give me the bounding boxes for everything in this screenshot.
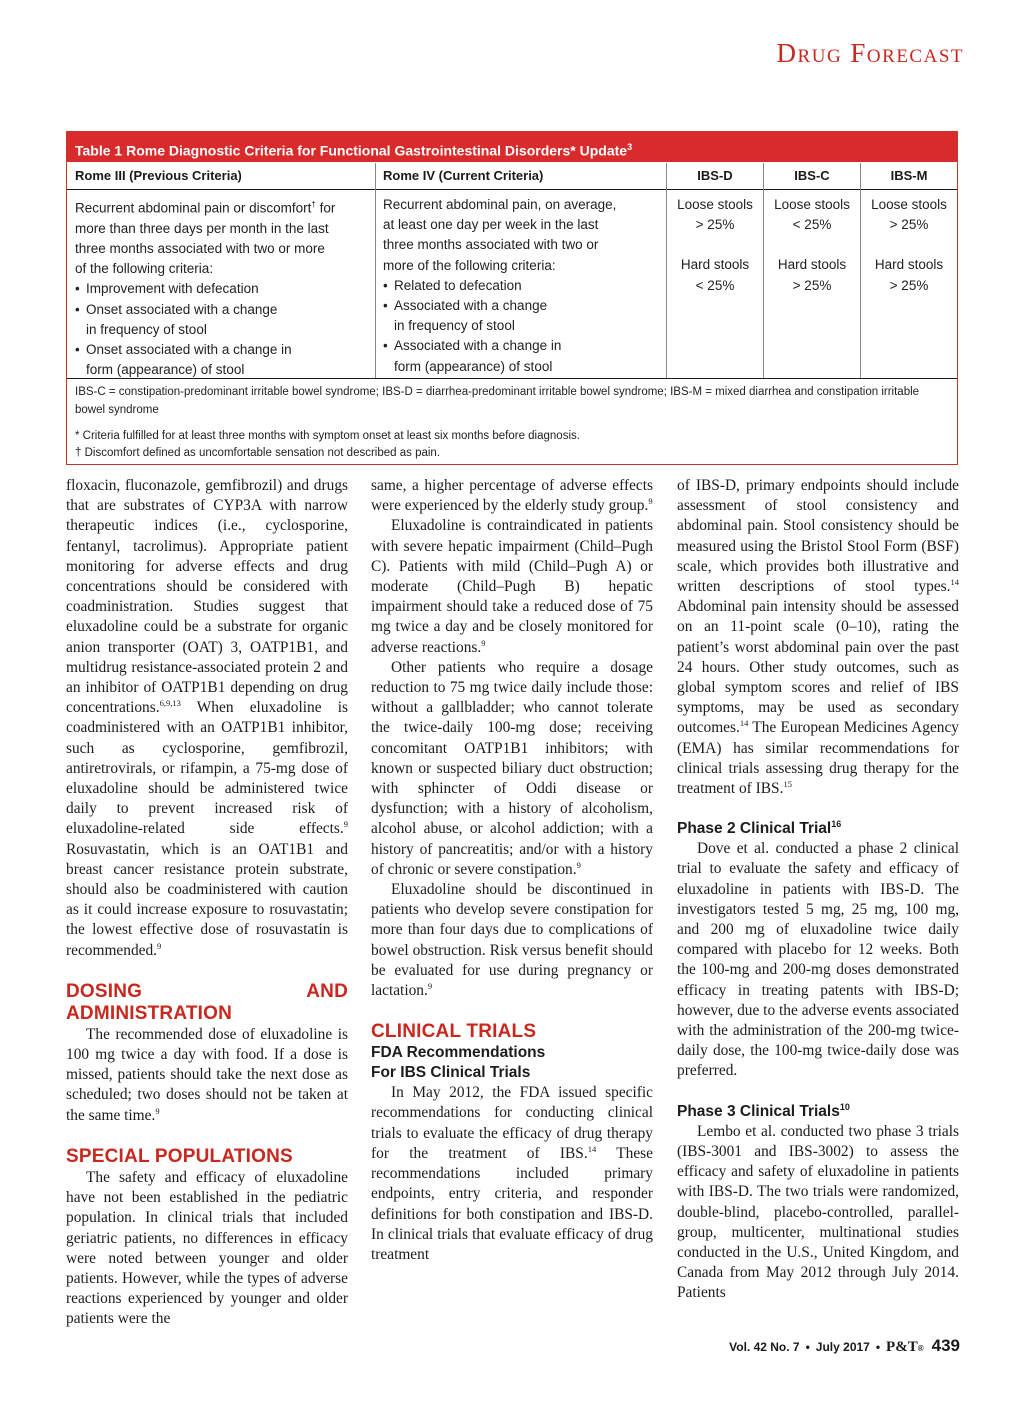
paragraph: The safety and efficacy of eluxadoline have not been established in the pediatric population. In clinical trials that included geriatric patients, no differences in efficacy were noted between younger and older patients. However, while the types of adverse reactions experienced by younger and older patients were the [66, 1168, 348, 1328]
loose-stools-label: Loose stools [677, 197, 753, 212]
paragraph: of IBS-D, primary endpoints should include assessment of stool consistency and abdominal pain. Stool consistency should be measured using the Bristol Stool Form (BSF) scale, which provides both illustrative and written descriptions of stool types.$^{14}$ Abdominal pain intensity should be assessed on an 11-point scale (0–10), rating the patient’s worst abdominal pain over the past 24 hours. Other study outcomes, such as global symptom scores and relief of IBS symptoms, may be used as secondary outcomes.$^{14}$ The European Medicines Agency (EMA) has similar recommendations for clinical trials assessing drug therapy for the treatment of IBS.$^{15}$ [677, 477, 959, 798]
text-column-2 [371, 476, 653, 1265]
rome3-cell [75, 195, 370, 380]
table-caption-ref: 3 [627, 142, 633, 152]
rome4-cell [383, 195, 663, 377]
rome3-criteria-list [75, 279, 370, 380]
ibs-m-cell [861, 195, 957, 296]
rome4-intro-line: three months associated with two or [383, 237, 599, 253]
loose-stools-value: < 25% [792, 217, 832, 233]
loose-stools-label: Loose stools [871, 197, 947, 212]
section-title: Drug Forecast [776, 38, 964, 68]
hard-stools-value: > 25% [889, 277, 929, 293]
rome4-intro-line: more of the following criteria: [383, 257, 556, 273]
hard-stools-label: Hard stools [874, 257, 944, 273]
paragraph: Dove et al. conducted a phase 2 clinical trial to evaluate the safety and efficacy of eluxadoline in patients with IBS-D. The investigators tested 5 mg, 25 mg, 100 mg, and 200 mg of eluxadoline twice daily compared with placebo for 12 weeks. Both the 100-mg and 200-mg doses demonstrated efficacy in treating patents with IBS-D; however, due to the adverse events associated with the administration of the 200-mg twice-daily dose, the 100-mg twice-daily dose was preferred. [677, 840, 959, 1080]
footnote-dagger: † Discomfort defined as uncomfortable sensation not described as pain. [75, 447, 441, 459]
list-item: • Associated with a change in frequency of stool [383, 296, 663, 336]
hard-stools-value: < 25% [695, 277, 735, 293]
rome4-intro-line: Recurrent abdominal pain, on average, [383, 197, 617, 212]
table-divider [67, 378, 957, 379]
loose-stools-value: > 25% [695, 217, 735, 233]
paragraph: The recommended dose of eluxadoline is 100 mg twice a day with food. If a dose is missed, patients should take the next dose as scheduled; two doses should not be taken at the same time.$^9$ [66, 1025, 348, 1124]
list-item: • Associated with a change in form (appearance) of stool [383, 336, 663, 376]
rome4-criteria-list [383, 276, 663, 377]
subheading-fda: FDA Recommendations For IBS Clinical Trials [371, 1044, 546, 1082]
paragraph: In May 2012, the FDA issued specific recommendations for conducting clinical trials to evaluate the efficacy of drug therapy for the treatment of IBS.$^{14}$ These recommendations included primary endpoints, entry criteria, and responder definitions for both constipation and IBS-D. In clinical trials that evaluate efficacy of drug treatment [371, 1084, 653, 1263]
subheading-phase-2: Phase 2 Clinical Trial$^{16}$ [677, 819, 842, 838]
table-caption-text: Table 1 Rome Diagnostic Criteria for Functional Gastrointestinal Disorders* Update [75, 142, 628, 159]
subheading-phase-3: Phase 3 Clinical Trials$^{10}$ [677, 1101, 850, 1120]
paragraph: Other patients who require a dosage reduction to 75 mg twice daily include those: without a gallbladder; who cannot tolerate the twice-daily 100-mg dose; receiving concomitant OATP1B1 inhibitors; with known or suspected biliary duct obstruction; with sphincter of Oddi disease or dysfunction; with a history of alcoholism, alcohol abuse, or alcohol addiction; with a history of pancreatitis; and/or with a history of chronic or severe constipation.$^9$ [371, 658, 653, 878]
ibs-d-cell [667, 195, 763, 296]
rome3-intro: Recurrent abdominal pain or discomfort† for [75, 200, 336, 216]
header-rome3: Rome III (Previous Criteria) [75, 168, 242, 183]
hard-stools-label: Hard stools [777, 257, 847, 273]
header-ibs-c: IBS-C [794, 168, 830, 183]
text-column-3 [677, 476, 959, 1304]
rome3-intro-line: three months associated with two or more [75, 240, 325, 256]
paragraph: Eluxadoline should be discontinued in patients who develop severe constipation for more than four days due to complications of bowel obstruction. Risk versus benefit should be evaluated for use during pregnancy or lactation.$^9$ [371, 881, 653, 1000]
footer-volume: Vol. 42 No. 7 [729, 1340, 800, 1354]
section-heading-dosing: DOSING AND ADMINISTRATION [66, 980, 348, 1024]
paragraph: floxacin, fluconazole, gemfibrozil) and drugs that are substrates of CYP3A with narrow therapeutic indices (i.e., cyclosporine, fentanyl, tacrolimus). Appropriate patient monitoring for adverse effects and drug concentrations should be considered with coadministration. Studies suggest that eluxadoline could be a substrate for organic anion transporter (OAT) 3, OATP1B1, and multidrug resistance-associated protein 2 and an inhibitor of OATP1B1 depending on drug concentrations.$^{6,9,13}$ When eluxadoline is coadministered with an OATP1B1 inhibitor, such as cyclosporine, gemfibrozil, antiretrovirals, or rifampin, a 75-mg dose of eluxadoline should be administered twice daily to prevent increased risk of eluxadoline-related side effects.$^9$ Rosuvastatin, which is an OAT1B1 and breast cancer resistance protein substrate, should also be coadministered with caution as it could increase exposure to rosuvastatin; the lowest effective dose of rosuvastatin is recommended.$^9$ [66, 477, 348, 959]
section-heading-clinical-trials: CLINICAL TRIALS [371, 1021, 537, 1043]
paragraph: Lembo et al. conducted two phase 3 trials (IBS-3001 and IBS-3002) to assess the efficacy and safety of eluxadoline in patients with IBS-D. The two trials were randomized, double-blind, placebo-controlled, parallel-group, multicenter, multinational studies conducted in the U.S., United Kingdom, and Canada from May 2012 through July 2014. Patients [677, 1122, 959, 1302]
paragraph: Eluxadoline is contraindicated in patients with severe hepatic impairment (Child–Pugh C). Patients with mild (Child–Pugh A) or moderate (Child–Pugh B) hepatic impairment should take a reduced dose of 75 mg twice a day and be closely monitored for adverse reactions.$^9$ [371, 517, 653, 656]
paragraph: same, a higher percentage of adverse effects were experienced by the elderly study group.$^9$ [371, 477, 653, 515]
table-header-row [67, 163, 957, 190]
footnote-star: * Criteria fulfilled for at least three months with symptom onset at least six months before diagnosis. [75, 430, 580, 442]
list-item: • Onset associated with a change in frequency of stool [75, 300, 370, 340]
header-ibs-d: IBS-D [697, 168, 733, 183]
page-footer: Vol. 42 No. 7 • July 2017 • P&T® 439 [729, 1336, 960, 1355]
abbreviation-note: IBS-C = constipation-predominant irritable bowel syndrome; IBS-D = diarrhea-predominant irritable bowel syndrome; IBS-M = mixed diarrhea and constipation irritable bowel syndrome [75, 386, 920, 416]
list-item: • Onset associated with a change in form (appearance) of stool [75, 340, 370, 380]
hard-stools-value: > 25% [792, 277, 832, 293]
footer-journal: P&T [886, 1339, 918, 1355]
table-caption [67, 132, 957, 162]
list-item: • Improvement with defecation [75, 279, 370, 299]
header-ibs-m: IBS-M [890, 168, 928, 183]
section-heading-special-populations: SPECIAL POPULATIONS [66, 1145, 293, 1167]
ibs-c-cell [764, 195, 860, 296]
rome3-intro-line: more than three days per month in the last [75, 220, 329, 236]
criteria-table [66, 131, 958, 465]
col-divider [375, 163, 376, 378]
footer-reg: ® [917, 1344, 924, 1353]
list-item: • Related to defecation [383, 276, 663, 296]
loose-stools-value: > 25% [889, 217, 929, 233]
rome4-intro-line: at least one day per week in the last [383, 217, 599, 233]
hard-stools-label: Hard stools [680, 257, 750, 273]
text-column-1 [66, 476, 348, 1330]
header-rome4: Rome IV (Current Criteria) [383, 168, 544, 183]
page-number: 439 [931, 1336, 960, 1355]
footer-date: July 2017 [815, 1340, 870, 1354]
rome3-intro-line: of the following criteria: [75, 261, 214, 277]
loose-stools-label: Loose stools [774, 197, 850, 212]
